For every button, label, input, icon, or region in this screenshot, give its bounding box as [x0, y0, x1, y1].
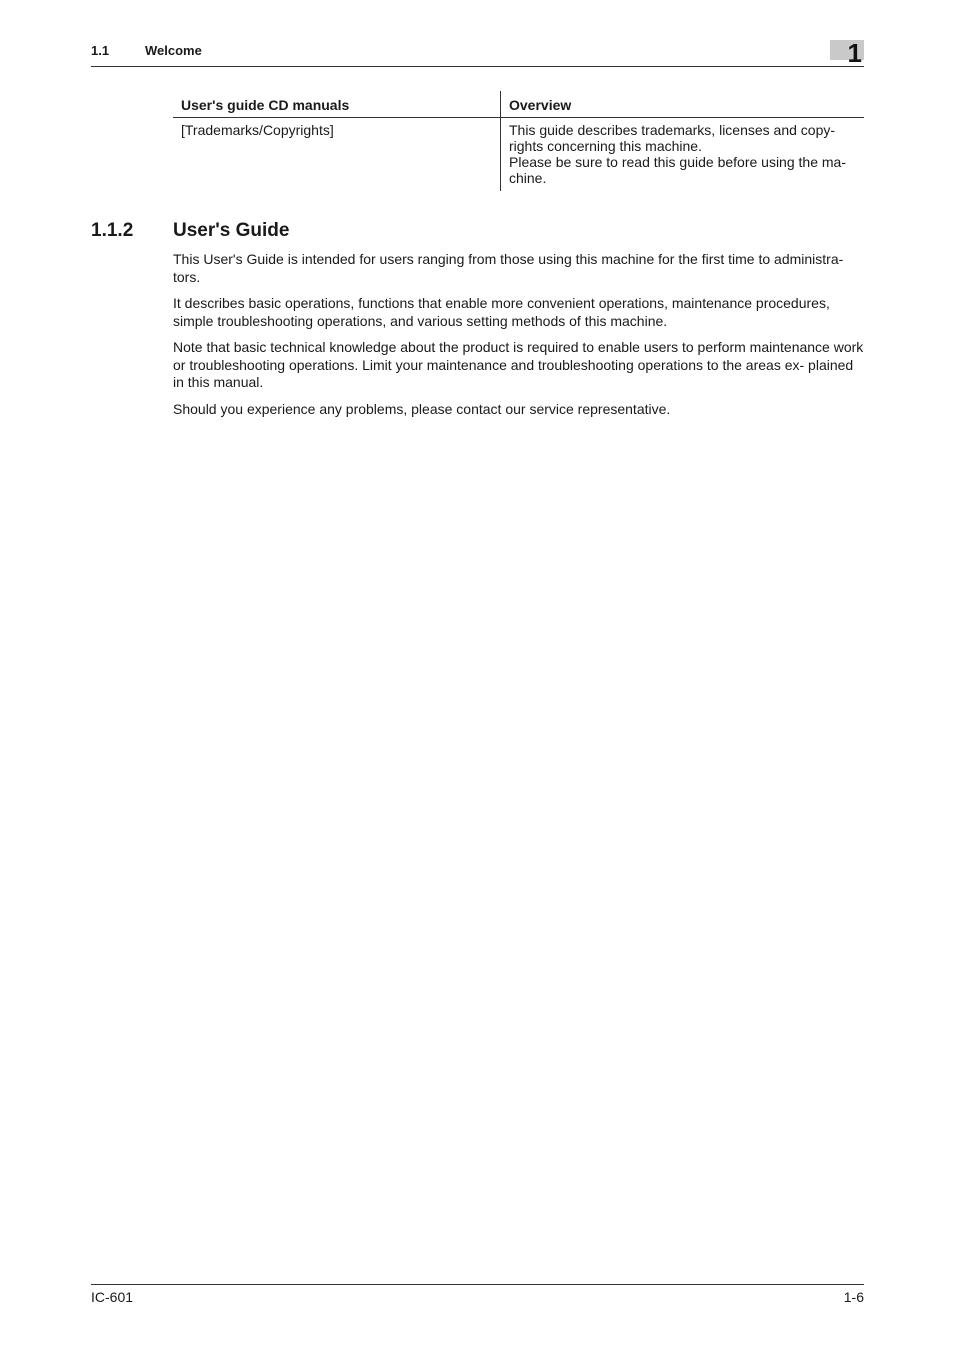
overview-cell — [501, 118, 865, 192]
table-row — [173, 118, 864, 192]
manual-name-cell: [Trademarks/Copyrights] — [173, 118, 501, 192]
overview-line: chine. — [509, 170, 547, 186]
section-title: User's Guide — [173, 220, 290, 241]
manuals-table — [173, 91, 864, 191]
paragraph: Should you experience any problems, please contact our service representative. — [173, 400, 671, 417]
column-header-manuals: User's guide CD manuals — [173, 91, 501, 118]
header-section-title: Welcome — [145, 43, 202, 58]
section-heading — [91, 220, 289, 242]
paragraph: It describes basic operations, functions that enable more convenient operations, maintenance procedures, simple troubleshooting operations, and various setting methods of this machine. — [173, 295, 830, 329]
overview-line: Please be sure to read this guide before using the ma- — [509, 154, 846, 170]
page-header — [91, 38, 864, 67]
overview-line: rights concerning this machine. — [509, 138, 702, 154]
overview-line: This guide describes trademarks, licenses and copy- — [509, 122, 836, 138]
chapter-tab — [830, 38, 864, 68]
section-number: 1.1.2 — [91, 220, 134, 241]
table-header-row — [173, 91, 864, 118]
paragraph: Note that basic technical knowledge about the product is required to enable users to perform maintenance work or troubleshooting operations. Limit your maintenance and troubleshooting operations to the areas ex- plained in this manual. — [173, 339, 864, 390]
footer-page-number: 1-6 — [843, 1289, 864, 1305]
column-header-overview: Overview — [501, 91, 865, 118]
header-section-number: 1.1 — [91, 43, 110, 58]
footer-model: IC-601 — [91, 1289, 134, 1305]
chapter-number: 1 — [847, 38, 862, 68]
paragraph: This User's Guide is intended for users ranging from those using this machine for the first time to administra- tors. — [173, 251, 844, 285]
section-body — [173, 251, 864, 427]
page-footer — [91, 1284, 864, 1309]
